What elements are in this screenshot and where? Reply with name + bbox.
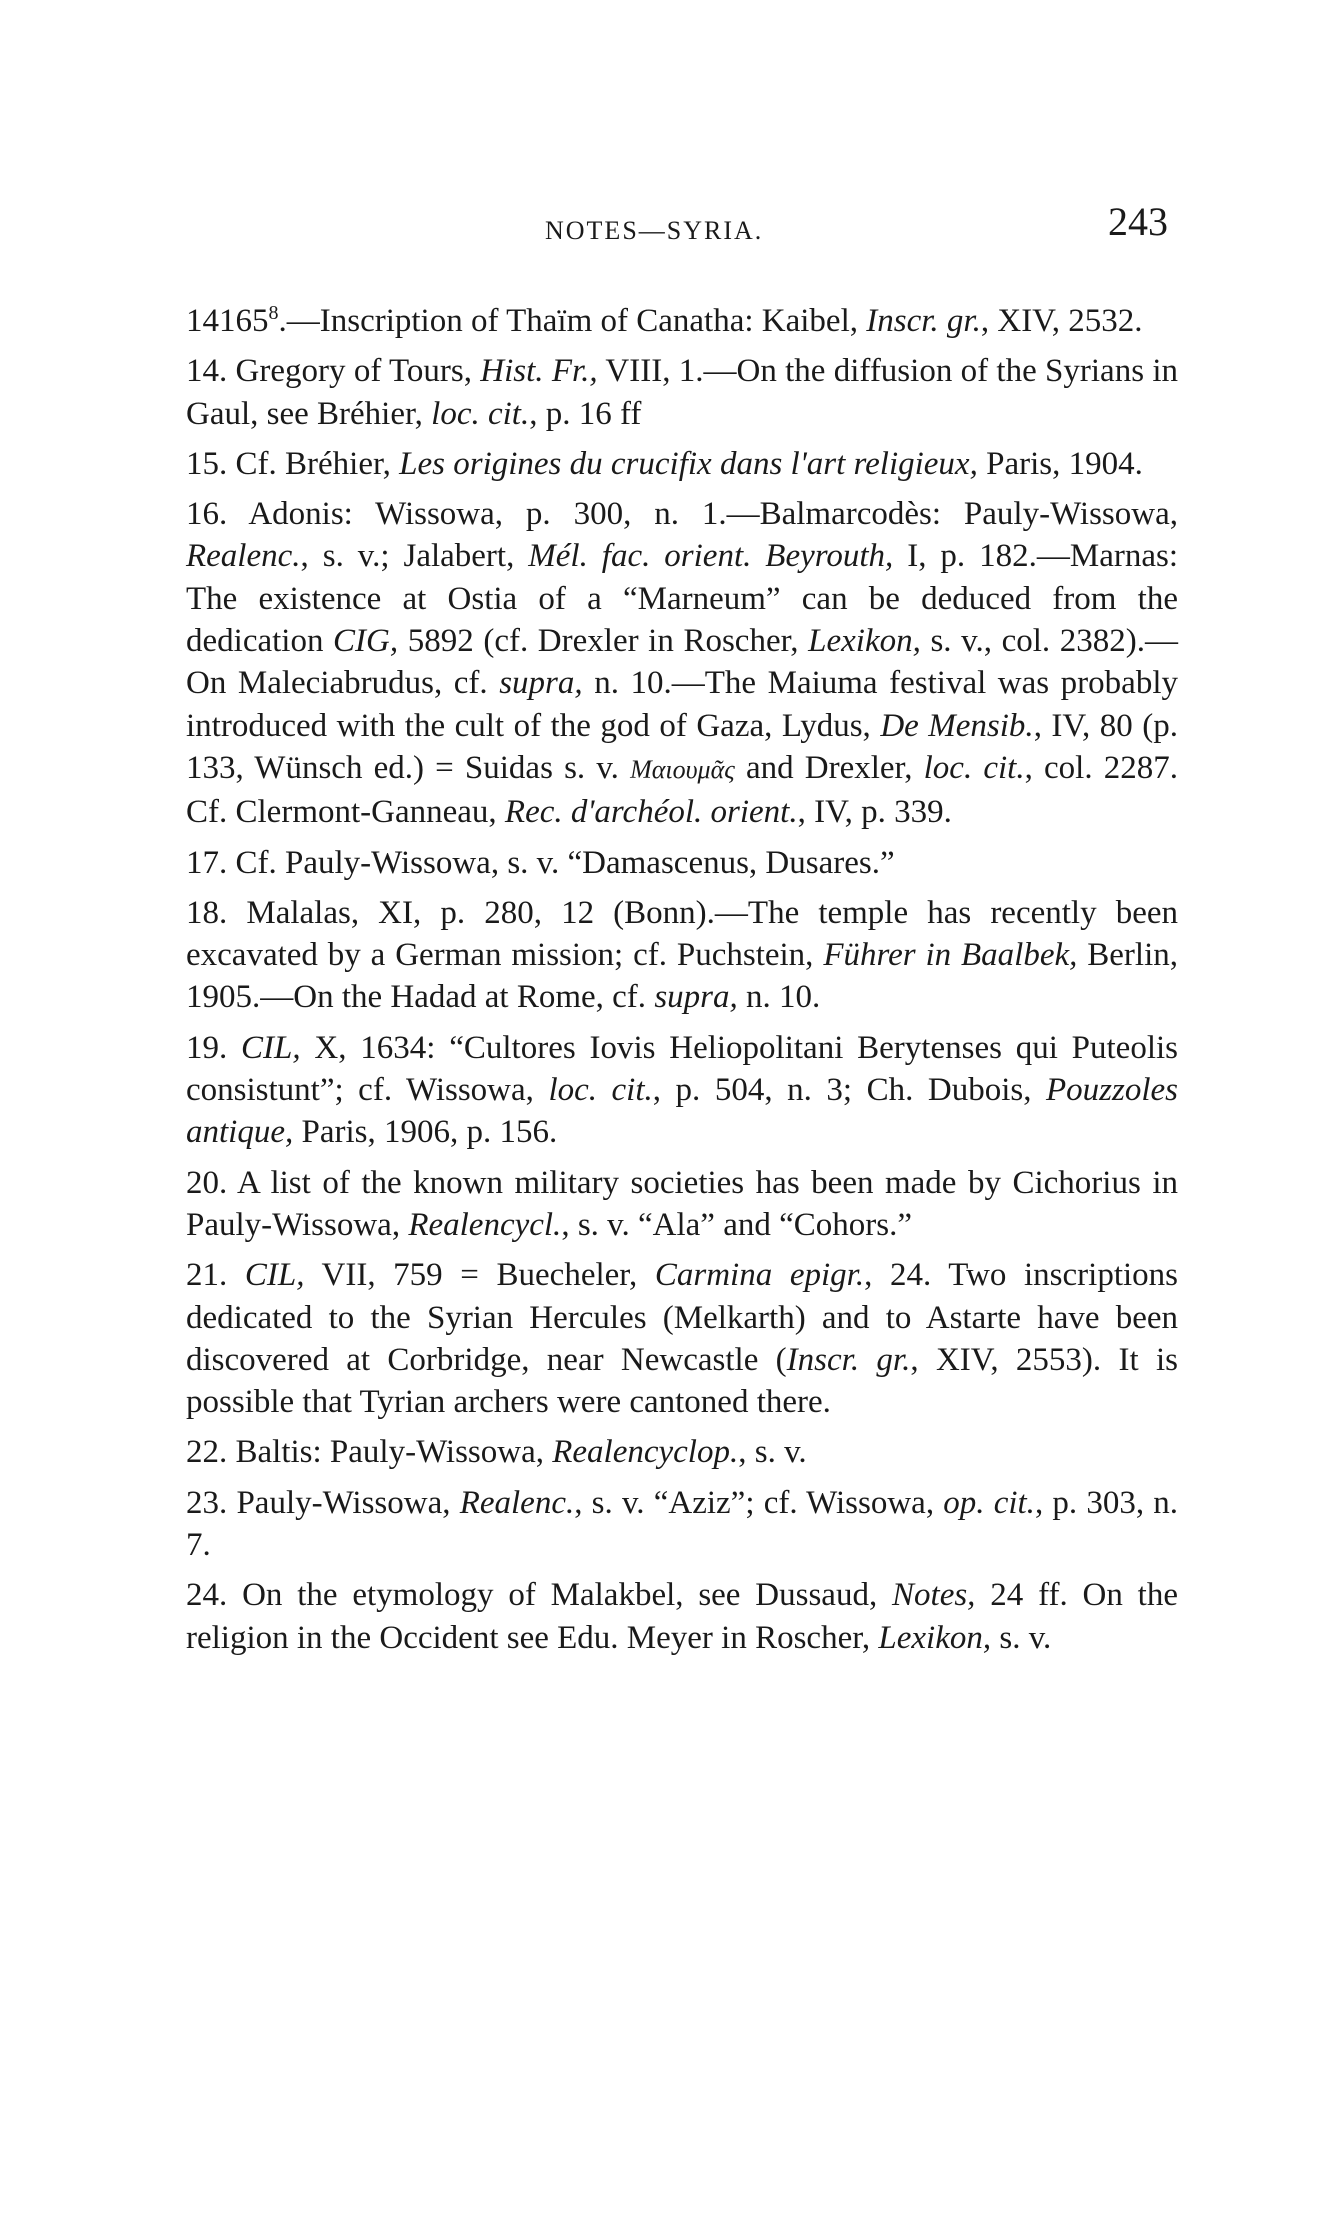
note-text: , IV, 80 (p. 133, Wünsch ed.) = Suidas s. v. (186, 707, 1178, 786)
note-text: , s. v. “Ala” and “Cohors.” (561, 1206, 912, 1243)
note-text: 18. Malalas, XI, p. 280, 12 (Bonn).—The temple has recently been excavated by a German mission; cf. Puchstein, (186, 894, 1178, 974)
note-text: n. 10.—The Maiuma festival was probably introduced with the cult of the god of Gaza, Lydus, (186, 665, 1178, 744)
footnote (186, 892, 1178, 1019)
note-text: 24 ff. On the religion in the Occident see Edu. Meyer in Roscher, (186, 1577, 1178, 1656)
note-text: 16. Adonis: Wissowa, p. 300, n. 1.—Balmarcodès: Pauly-Wissowa, (186, 496, 1178, 533)
superscript: 8 (268, 302, 279, 324)
note-text: n. 10. (737, 979, 821, 1016)
citation-italic: Pouzzoles antique, (186, 1072, 1178, 1151)
note-text: Paris, 1904. (977, 445, 1143, 482)
footnote (186, 1574, 1178, 1659)
citation-italic: Realencycl. (408, 1206, 562, 1243)
note-text: Paris, 1906, p. 156. (293, 1114, 558, 1151)
running-head: NOTES—SYRIA. (545, 216, 764, 245)
citation-italic: CIG, (333, 623, 399, 660)
note-text: s. v., col. 2382).—On Maleciabrudus, cf. (186, 623, 1178, 702)
citation-italic: Inscr. gr. (786, 1341, 911, 1378)
note-text: Berlin, 1905.—On the Hadad at Rome, cf. (186, 937, 1179, 1016)
note-text: 15. Cf. Bréhier, (186, 445, 400, 482)
note-text: X, 1634: “Cultores Iovis Heliopolitani Berytenses qui Puteolis consistunt”; cf. Wissowa, (186, 1029, 1179, 1109)
footnote (186, 1431, 1178, 1473)
footnote (186, 1027, 1178, 1154)
citation-italic: Realencyclop. (552, 1434, 739, 1471)
citation-italic: Lexikon, (878, 1619, 992, 1656)
citation-italic: De Mensib. (880, 707, 1034, 744)
note-text: 23. Pauly-Wissowa, (186, 1484, 460, 1521)
note-text: and Drexler, (734, 749, 924, 786)
citation-italic: Mél. fac. orient. Beyrouth, (528, 538, 894, 575)
note-text: 19. (186, 1029, 242, 1066)
citation-italic: supra, (499, 665, 583, 702)
citation-italic: Realenc. (459, 1484, 575, 1521)
notes-list (186, 300, 1178, 1667)
footnote (186, 350, 1178, 435)
note-text: 14165 (186, 303, 269, 339)
citation-italic: Notes, (892, 1577, 976, 1614)
citation-italic: Rec. d'archéol. orient. (504, 794, 798, 831)
note-text: s. v. (991, 1619, 1052, 1656)
note-text: VIII, 1.—On the diffusion of the Syrians in Gaul, see Bréhier, (186, 353, 1179, 432)
note-text: , IV, p. 339. (797, 794, 952, 831)
note-text: , 24. Two inscriptions dedicated to the Syrian Hercules (Melkarth) and to Astarte have been discovered at Corbridge, near Newcastle ( (186, 1257, 1179, 1378)
footnote (186, 1254, 1178, 1423)
footnote (186, 842, 1178, 884)
note-text: 24. On the etymology of Malakbel, see Dussaud, (186, 1577, 893, 1614)
footnote (186, 493, 1178, 833)
note-text: , col. 2287. Cf. Clermont-Ganneau, (186, 749, 1178, 831)
note-text: , p. 16 ff (529, 395, 642, 432)
citation-italic: loc. cit. (923, 749, 1025, 786)
footnote (186, 1482, 1178, 1567)
citation-italic: Inscr. gr. (866, 303, 981, 339)
citation-italic: Führer in Baalbek, (823, 937, 1078, 974)
footnote (186, 443, 1178, 485)
note-text: 5892 (cf. Drexler in Roscher, (398, 623, 809, 660)
note-text: 17. Cf. Pauly-Wissowa, s. v. “Damascenus, Dusares.” (186, 844, 895, 881)
note-text: , s. v. “Aziz”; cf. Wissowa, (574, 1484, 944, 1521)
page-header (0, 198, 1331, 258)
citation-italic: loc. cit. (548, 1072, 653, 1109)
note-text: 20. A list of the known military societies has been made by Cichorius in Pauly-Wissowa, (186, 1164, 1178, 1243)
citation-italic: supra, (654, 979, 738, 1016)
citation-italic: CIL, (241, 1029, 301, 1066)
note-text: 14. Gregory of Tours, (186, 353, 481, 390)
citation-italic: Les origines du crucifix dans l'art religieux, (399, 445, 978, 482)
note-text: VII, 759 = Buecheler, (304, 1257, 655, 1294)
note-text: , s. v. (738, 1434, 807, 1471)
citation-italic: CIL, (244, 1257, 305, 1294)
citation-italic: Realenc. (186, 538, 301, 575)
page-number: 243 (1108, 199, 1168, 244)
note-text: , XIV, 2532. (980, 303, 1143, 339)
note-text: I, p. 182.—Marnas: The existence at Ostia of a “Marneum” can be deduced from the dedication (186, 538, 1178, 660)
note-text: Μαιουμᾶς (630, 754, 735, 784)
footnote (186, 1162, 1178, 1247)
citation-italic: loc. cit. (431, 395, 530, 432)
note-text: , p. 504, n. 3; Ch. Dubois, (652, 1072, 1046, 1109)
citation-italic: op. cit. (943, 1484, 1035, 1521)
footnote (186, 300, 1178, 342)
note-text: 22. Baltis: Pauly-Wissowa, (186, 1434, 553, 1471)
note-text: , s. v.; Jalabert, (300, 538, 529, 575)
citation-italic: Hist. Fr., (480, 353, 598, 390)
note-text: , p. 303, n. 7. (186, 1484, 1178, 1564)
note-text: 21. (186, 1257, 245, 1294)
note-text: , XIV, 2553). It is possible that Tyrian archers were cantoned there. (186, 1341, 1178, 1421)
citation-italic: Lexikon, (808, 623, 921, 660)
citation-italic: Carmina epigr. (654, 1257, 865, 1294)
note-text: .—Inscription of Thaïm of Canatha: Kaibel, (278, 303, 867, 339)
